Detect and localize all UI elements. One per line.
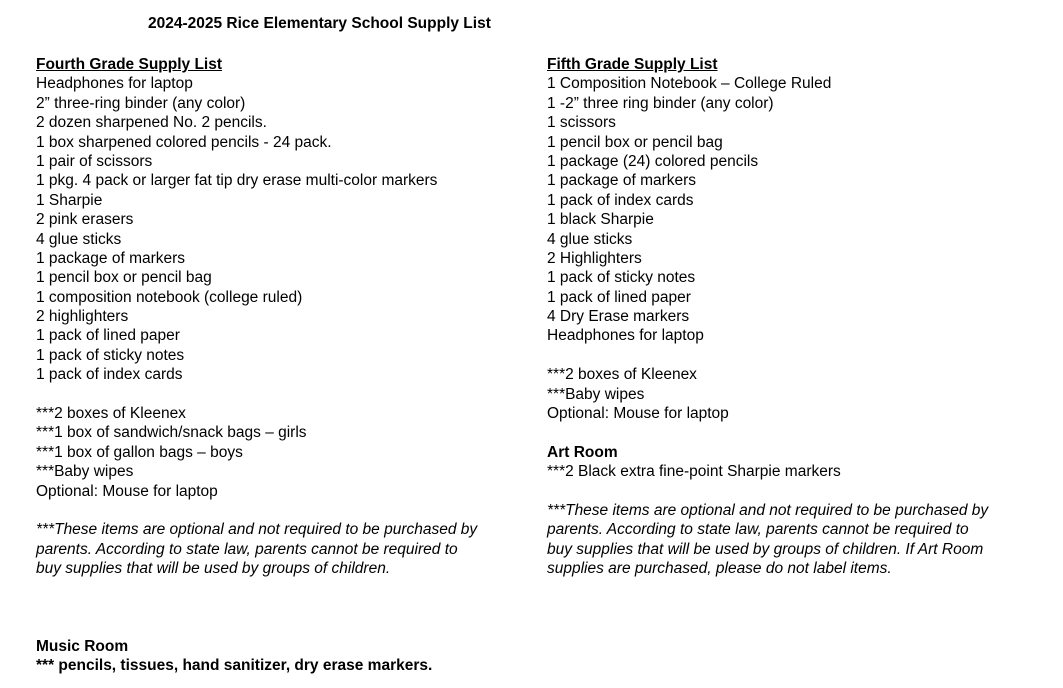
fourth-grade-item: 4 glue sticks: [36, 230, 122, 248]
fifth-grade-item: 4 glue sticks: [547, 230, 633, 248]
fifth-grade-item: 1 package (24) colored pencils: [547, 152, 759, 170]
music-room-note: *** pencils, tissues, hand sanitizer, dry erase markers.: [36, 657, 433, 675]
fourth-grade-item: 1 box sharpened colored pencils - 24 pack.: [36, 133, 332, 151]
fourth-grade-item: 1 pencil box or pencil bag: [36, 269, 212, 287]
fourth-grade-optional-item: ***1 box of sandwich/snack bags – girls: [36, 424, 307, 442]
fifth-grade-item: 1 pencil box or pencil bag: [547, 133, 723, 151]
fifth-grade-item: 4 Dry Erase markers: [547, 308, 690, 326]
fourth-grade-heading: Fourth Grade Supply List: [36, 56, 223, 73]
fifth-grade-item: 1 pack of sticky notes: [547, 269, 696, 287]
fourth-grade-optional-item: Optional: Mouse for laptop: [36, 482, 218, 500]
fifth-grade-disclaimer-line: supplies are purchased, please do not label items.: [547, 560, 892, 578]
fourth-grade-optional-item: ***Baby wipes: [36, 463, 134, 481]
fourth-grade-item: 1 pack of lined paper: [36, 327, 180, 345]
fourth-grade-item: 1 Sharpie: [36, 191, 103, 209]
music-room-section: [36, 637, 541, 676]
fifth-grade-column: [547, 55, 1043, 579]
fourth-grade-disclaimer-line: parents. According to state law, parents cannot be required to: [36, 540, 458, 558]
fourth-grade-column: [36, 55, 541, 676]
fourth-grade-item: Headphones for laptop: [36, 75, 193, 93]
fifth-grade-item: 1 pack of index cards: [547, 191, 694, 209]
fifth-grade-item: Headphones for laptop: [547, 327, 704, 345]
fourth-grade-item: 1 pack of index cards: [36, 366, 183, 384]
art-room-section: [547, 443, 1043, 482]
document-title: 2024-2025 Rice Elementary School Supply List: [148, 15, 491, 32]
fifth-grade-optional-item: ***Baby wipes: [547, 385, 645, 403]
fifth-grade-item: 1 black Sharpie: [547, 211, 654, 229]
fourth-grade-disclaimer-line: ***These items are optional and not required to be purchased by: [36, 521, 478, 539]
fifth-grade-optional-list: [547, 365, 1043, 423]
fourth-grade-item: 2” three-ring binder (any color): [36, 94, 246, 112]
fifth-grade-optional-item: ***2 boxes of Kleenex: [547, 366, 697, 384]
fifth-grade-item: 2 Highlighters: [547, 249, 642, 267]
fifth-grade-optional-item: Optional: Mouse for laptop: [547, 405, 729, 423]
fourth-grade-optional-list: [36, 404, 541, 501]
fifth-grade-disclaimer-line: buy supplies that will be used by groups of children. If Art Room: [547, 540, 984, 558]
art-room-heading: Art Room: [547, 443, 618, 461]
fifth-grade-item: 1 Composition Notebook – College Ruled: [547, 75, 832, 93]
fifth-grade-item: 1 -2” three ring binder (any color): [547, 94, 774, 112]
fifth-grade-item: 1 package of markers: [547, 172, 697, 190]
fifth-grade-item: 1 pack of lined paper: [547, 288, 691, 306]
fourth-grade-optional-item: ***1 box of gallon bags – boys: [36, 443, 243, 461]
fourth-grade-item: 2 highlighters: [36, 308, 129, 326]
fourth-grade-item-list: [36, 74, 541, 384]
art-room-item: ***2 Black extra fine-point Sharpie markers: [547, 463, 841, 481]
fourth-grade-item: 1 composition notebook (college ruled): [36, 288, 303, 306]
fourth-grade-disclaimer: [36, 520, 541, 578]
fifth-grade-item-list: [547, 74, 1043, 345]
fifth-grade-item: 1 scissors: [547, 114, 616, 132]
fifth-grade-disclaimer-line: parents. According to state law, parents cannot be required to: [547, 521, 969, 539]
fourth-grade-item: 1 pair of scissors: [36, 152, 153, 170]
fourth-grade-optional-item: ***2 boxes of Kleenex: [36, 405, 186, 423]
fifth-grade-disclaimer: [547, 501, 1043, 579]
fourth-grade-item: 2 dozen sharpened No. 2 pencils.: [36, 114, 267, 132]
fourth-grade-item: 1 pkg. 4 pack or larger fat tip dry erase multi-color markers: [36, 172, 438, 190]
fourth-grade-item: 1 pack of sticky notes: [36, 346, 185, 364]
fifth-grade-heading: Fifth Grade Supply List: [547, 56, 718, 73]
fourth-grade-item: 2 pink erasers: [36, 211, 134, 229]
fourth-grade-item: 1 package of markers: [36, 249, 186, 267]
fourth-grade-disclaimer-line: buy supplies that will be used by groups of children.: [36, 560, 391, 578]
music-room-heading: Music Room: [36, 637, 129, 655]
fifth-grade-disclaimer-line: ***These items are optional and not required to be purchased by: [547, 501, 989, 519]
